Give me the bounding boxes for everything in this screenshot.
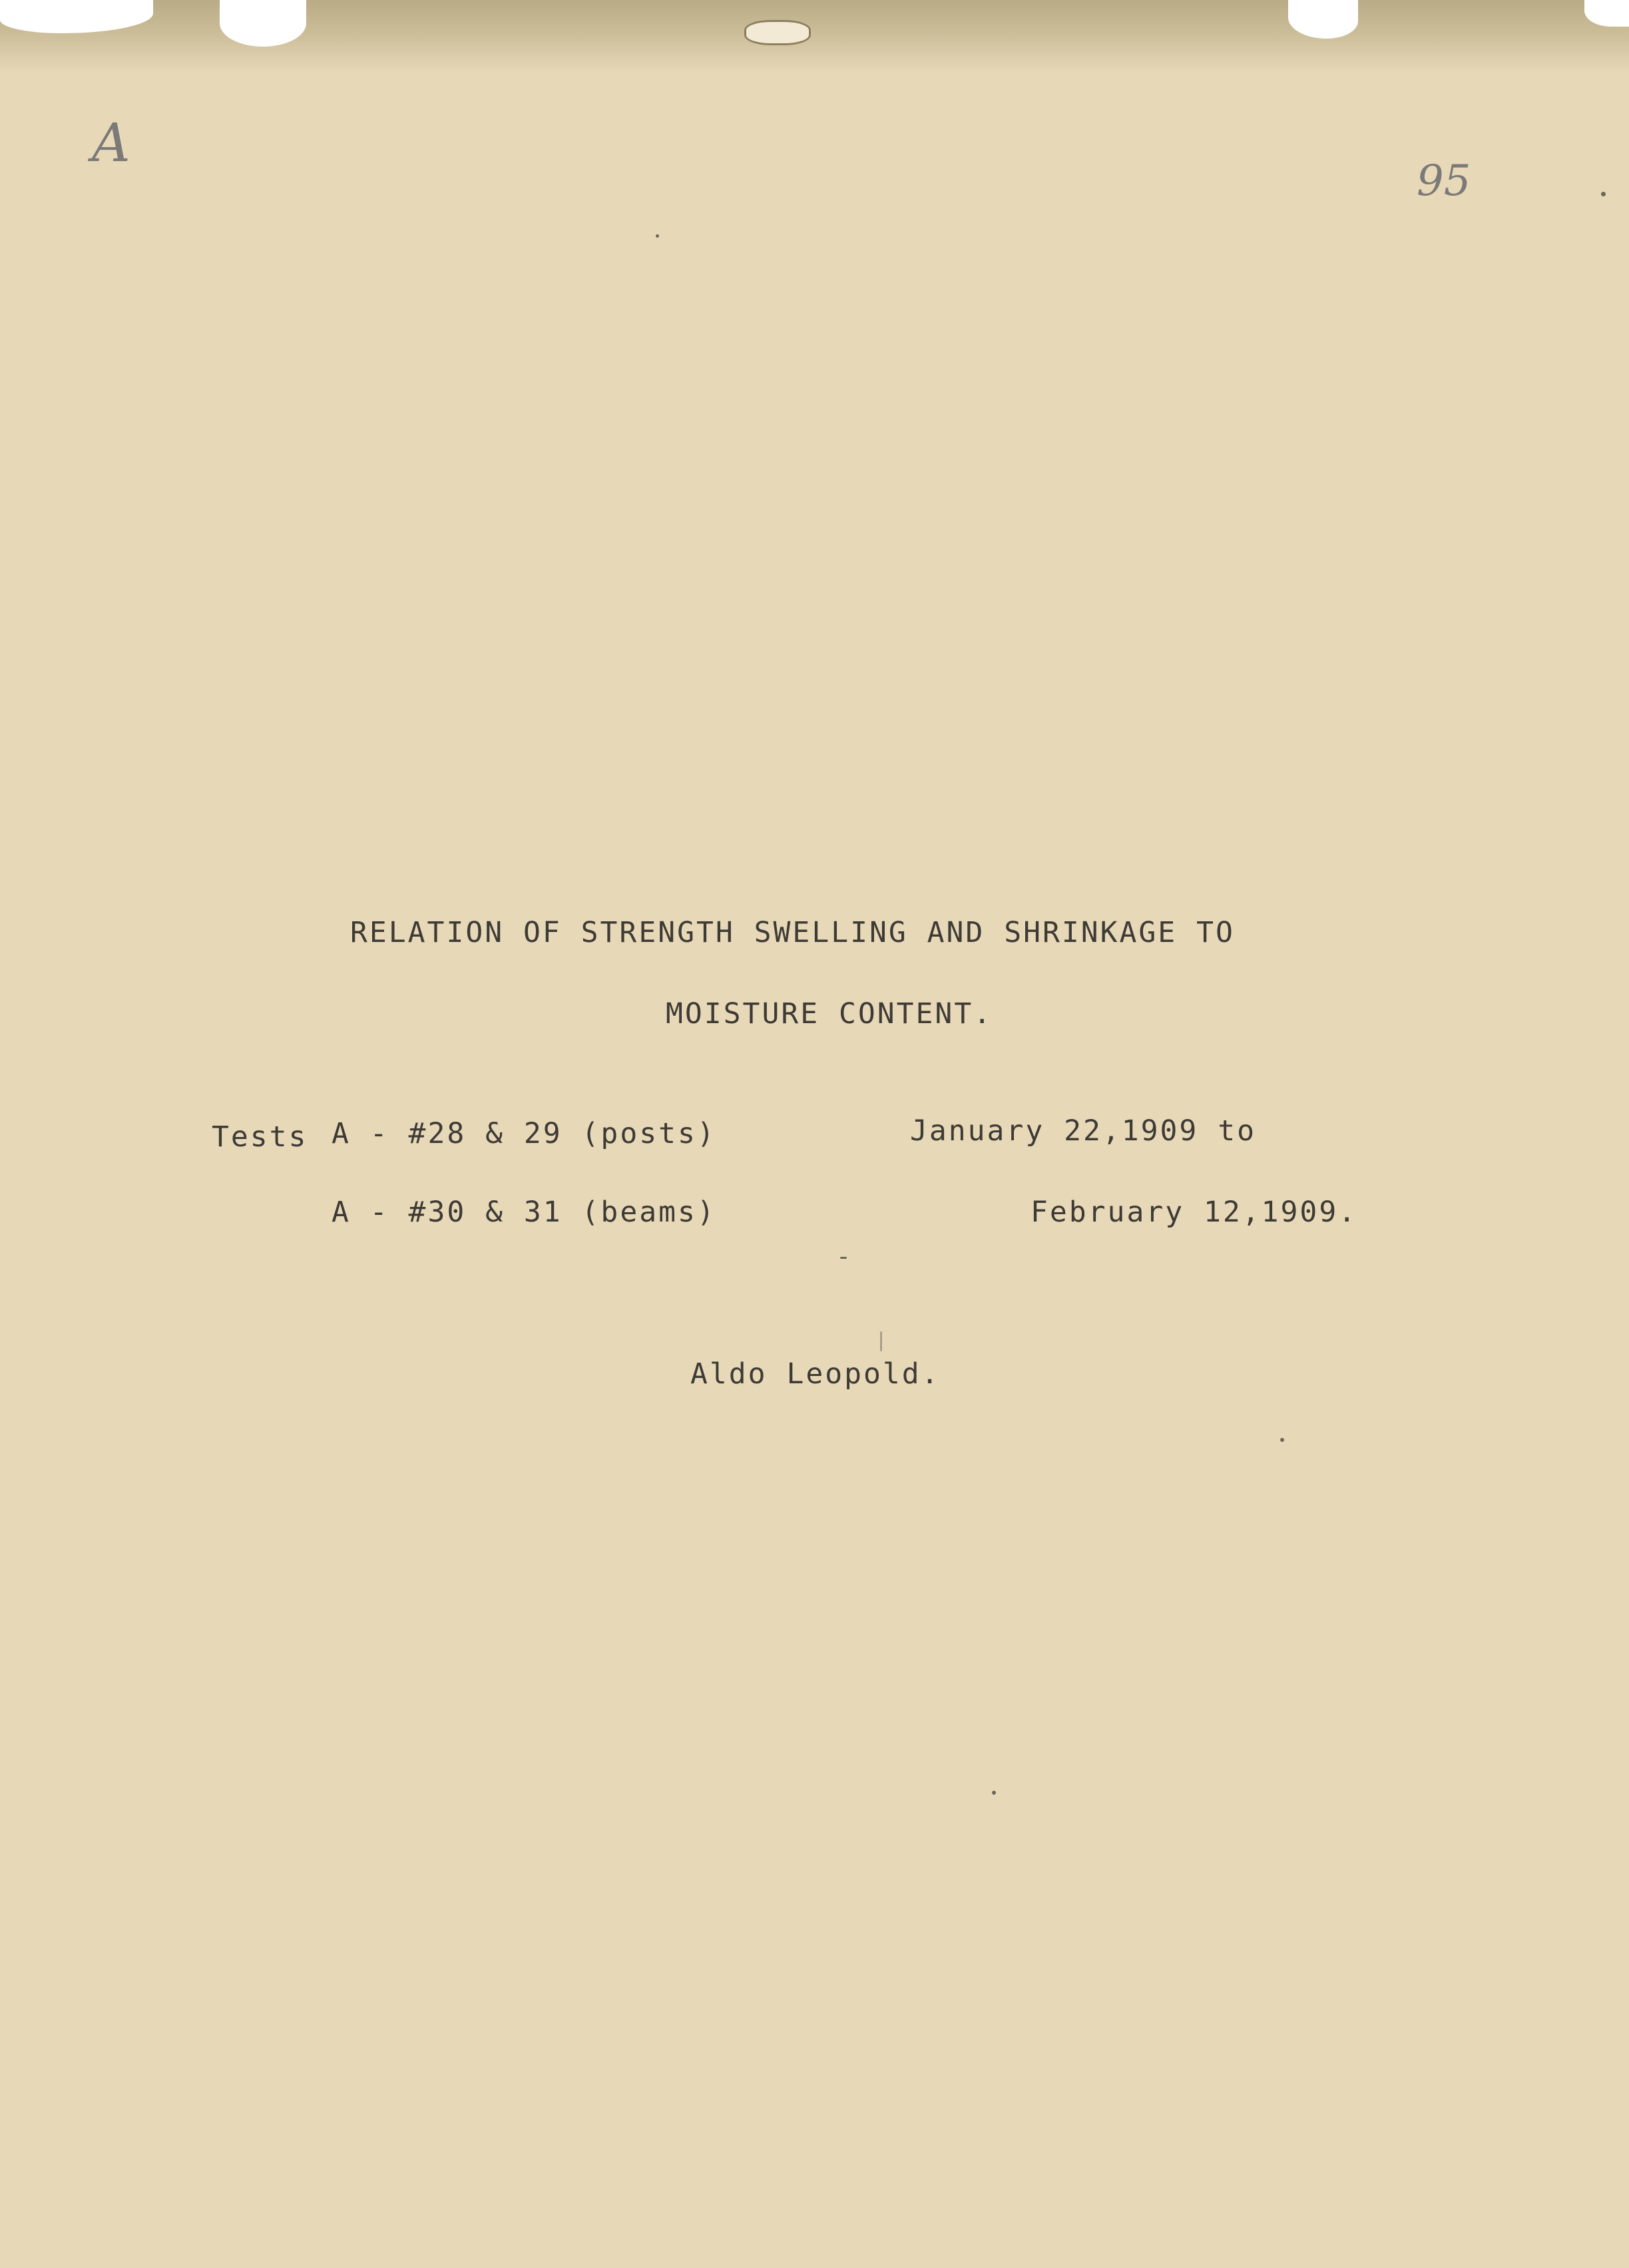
paper-speck — [840, 1257, 847, 1259]
author-name: Aldo Leopold. — [690, 1357, 941, 1391]
title-line-1: RELATION OF STRENGTH SWELLING AND SHRINKAGE TO — [350, 916, 1235, 949]
tests-row-2-date: February 12,1909. — [1031, 1196, 1358, 1229]
tests-row-1-date: January 22,1909 to — [910, 1114, 1256, 1148]
paper-speck — [1280, 1438, 1284, 1442]
paper-speck — [992, 1791, 996, 1795]
fastener-hole — [744, 20, 811, 45]
tests-row-1-specimens: A - #28 & 29 (posts) — [332, 1117, 716, 1150]
paper-speck — [656, 234, 659, 238]
paper-speck — [1601, 192, 1606, 196]
corner-annotation: A — [92, 112, 130, 174]
torn-notch — [220, 0, 306, 47]
tests-row-2-specimens: A - #30 & 31 (beams) — [332, 1196, 716, 1229]
paper-speck — [880, 1331, 882, 1351]
page-number: 95 — [1417, 156, 1471, 206]
tests-label: Tests — [212, 1120, 308, 1154]
title-line-2: MOISTURE CONTENT. — [666, 997, 993, 1030]
